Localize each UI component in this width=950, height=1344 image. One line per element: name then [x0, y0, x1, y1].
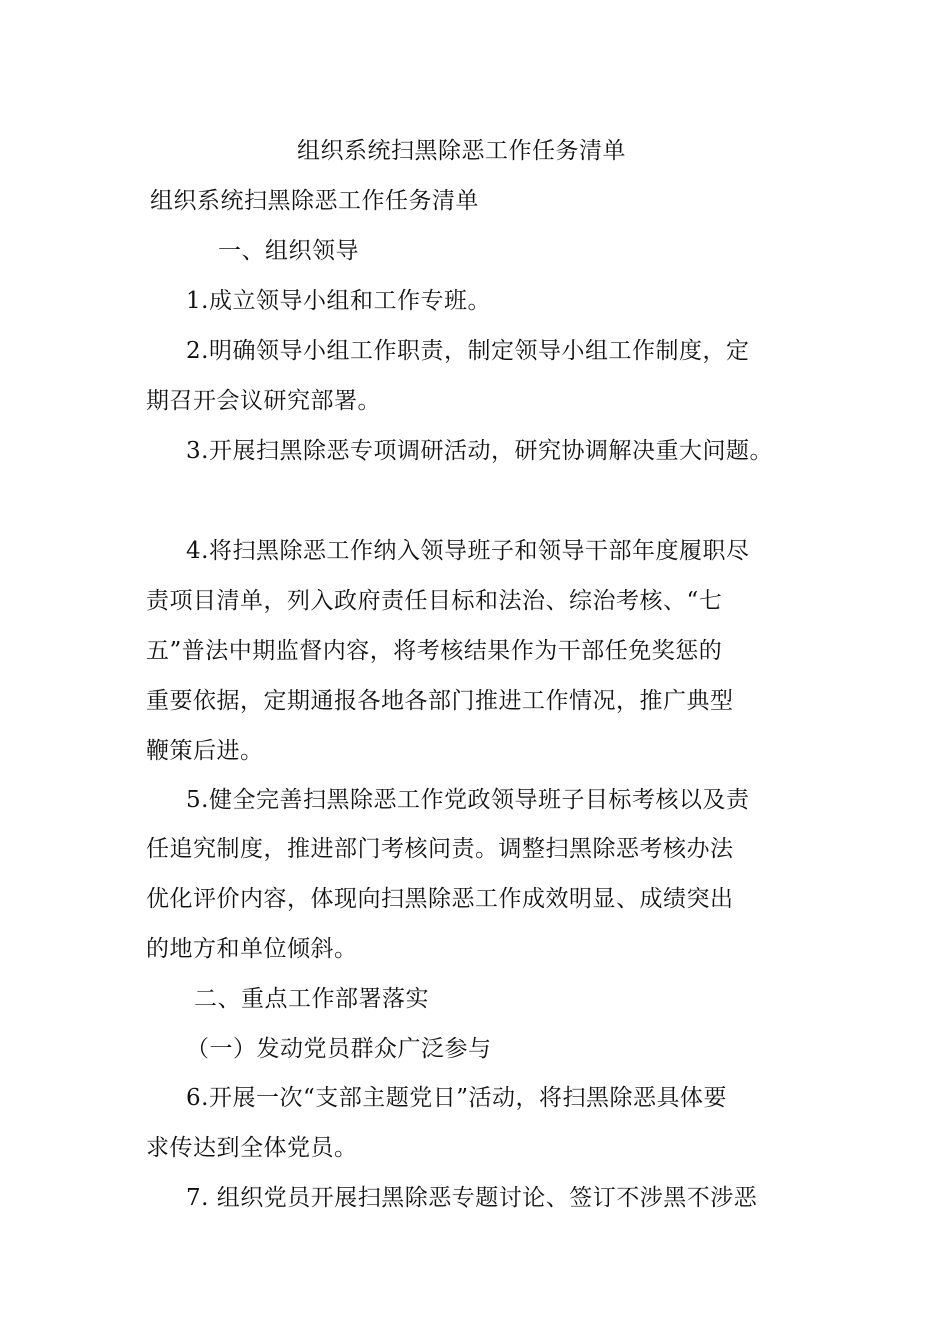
item3: 3.开展扫黑除恶专项调研活动，研究协调解决重大问题。	[186, 438, 773, 464]
item4-line3: 五”普法中期监督内容，将考核结果作为干部任免奖惩的	[146, 638, 723, 664]
section2-sub1: （一）发动党员群众广泛参与	[186, 1036, 492, 1062]
item1: 1.成立领导小组和工作专班。	[186, 288, 491, 314]
section2-heading: 二、重点工作部署落实	[194, 986, 429, 1012]
item4-line2: 责项目清单，列入政府责任目标和法治、综治考核、“七	[146, 588, 723, 614]
item2-line2: 期召开会议研究部署。	[146, 388, 381, 414]
item6-line1: 6.开展一次“支部主题党日”活动，将扫黑除恶具体要	[186, 1085, 727, 1111]
item4-line5: 鞭策后进。	[146, 738, 264, 764]
section1-heading: 一、组织领导	[218, 238, 359, 264]
item5-line1: 5.健全完善扫黑除恶工作党政领导班子目标考核以及责	[186, 787, 750, 813]
item5-line4: 的地方和单位倾斜。	[146, 936, 358, 962]
item7-line1: 7. 组织党员开展扫黑除恶专题讨论、签订不涉黑不涉恶	[186, 1185, 758, 1211]
item4-line4: 重要依据，定期通报各地各部门推进工作情况，推广典型	[146, 688, 734, 714]
item5-line2: 任追究制度，推进部门考核问责。调整扫黑除恶考核办法	[146, 836, 734, 862]
item5-line3: 优化评价内容，体现向扫黑除恶工作成效明显、成绩突出	[146, 886, 734, 912]
item6-line2: 求传达到全体党员。	[146, 1135, 358, 1161]
item4-line1: 4.将扫黑除恶工作纳入领导班子和领导干部年度履职尽	[186, 538, 750, 564]
document-subtitle: 组织系统扫黑除恶工作任务清单	[150, 188, 479, 214]
item2-line1: 2.明确领导小组工作职责，制定领导小组工作制度，定	[186, 338, 750, 364]
document-title: 组织系统扫黑除恶工作任务清单	[297, 138, 626, 164]
